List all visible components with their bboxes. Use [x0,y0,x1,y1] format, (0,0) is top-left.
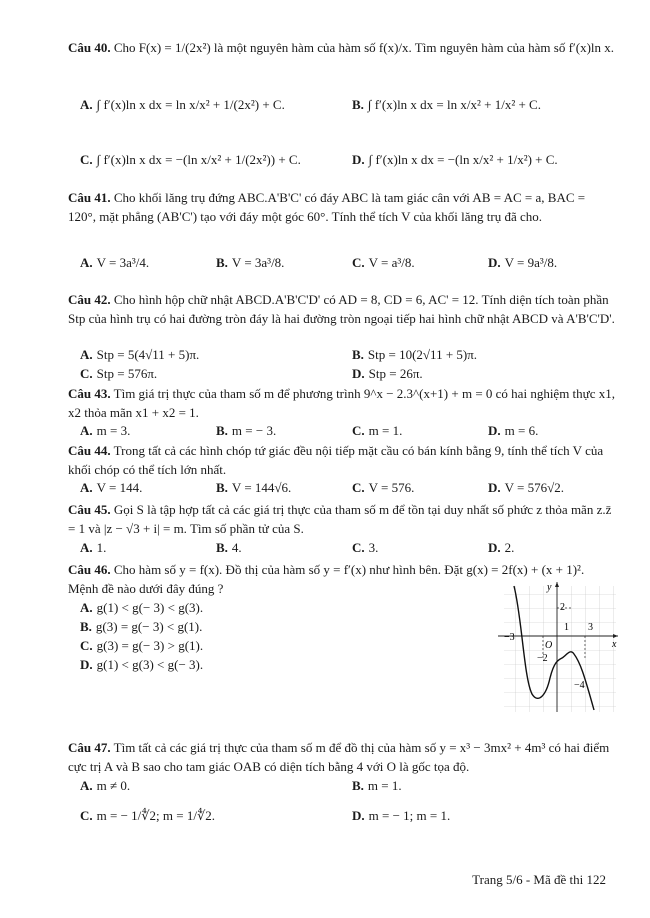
q47-option-b[interactable]: B. m = 1. [352,778,402,793]
q45-option-a[interactable]: A. 1. [80,540,107,555]
q43-option-a[interactable]: A. m = 3. [80,423,131,438]
q44-option-d[interactable]: D. V = 576√2. [488,480,565,495]
q44-option-b[interactable]: B. V = 144√6. [216,480,292,495]
q42-option-b[interactable]: B. Stp = 10(2√11 + 5)π. [352,347,478,362]
q45-option-c[interactable]: C. 3. [352,540,379,555]
q47-option-c[interactable]: C. m = − 1/∜2; m = 1/∜2. [80,808,216,823]
question-label: Câu 40. [68,40,111,55]
q46-option-c[interactable]: C. g(3) = g(− 3) > g(1). [80,638,204,653]
q42-option-d[interactable]: D. Stp = 26π. [352,366,423,381]
q43-option-b[interactable]: B. m = − 3. [216,423,277,438]
question-text: Cho F(x) = 1/(2x²) là một nguyên hàm của hàm số f(x)/x. Tìm nguyên hàm của hàm số f′(x)ln x. [110,40,615,55]
q41-option-c[interactable]: C. V = a³/8. [352,255,415,270]
question-45: Câu 45. Gọi S là tập hợp tất cả các giá trị thực của tham số m để tồn tại duy nhất số phức z thỏa mãn z.z̄ = 1 và |z − √3 + i| = m. Tìm số phần tử của S. [68,502,612,536]
q45-option-b[interactable]: B. 4. [216,540,242,555]
q46-option-d[interactable]: D. g(1) < g(3) < g(− 3). [80,657,204,672]
q46-option-a[interactable]: A. g(1) < g(− 3) < g(3). [80,600,204,615]
graph-tick-1: 1 [564,622,569,633]
q42-option-a[interactable]: A. Stp = 5(4√11 + 5)π. [80,347,200,362]
q43-option-c[interactable]: C. m = 1. [352,423,403,438]
q46-option-b[interactable]: B. g(3) = g(− 3) < g(1). [80,619,203,634]
graph-label-y: y [547,582,552,593]
q41-option-a[interactable]: A. V = 3a³/4. [80,255,150,270]
q47-option-d[interactable]: D. m = − 1; m = 1. [352,808,451,823]
question-42: Câu 42. Cho hình hộp chữ nhật ABCD.A'B'C'D' có AD = 8, CD = 6, AC' = 12. Tính diện tích toàn phần Stp của hình trụ có hai đường tròn đáy là hai đường tròn ngoại tiếp hai hình chữ nhật ABCD và A'B'C'D'. [68,292,615,326]
question-41: Câu 41. Cho khối lăng trụ đứng ABC.A'B'C' có đáy ABC là tam giác cân với AB = AC = a, BAC = 120°, mặt phẳng (AB'C') tạo với đáy một góc 60°. Tính thể tích V của khối lăng trụ đã cho. [68,190,586,224]
question-47: Câu 47. Tìm tất cả các giá trị thực của tham số m để đồ thị của hàm số y = x³ − 3mx² + 4m³ có hai điểm cực trị A và B sao cho tam giác OAB có diện tích bằng 4 với O là gốc tọa độ. [68,740,610,774]
q40-option-c[interactable]: C. ∫ f′(x)ln x dx = −(ln x/x² + 1/(2x²)) + C. [80,152,301,167]
graph-tick-m3: −3 [504,632,515,643]
graph-tick-m2: −2 [537,653,548,664]
q42-option-c[interactable]: C. Stp = 576π. [80,366,158,381]
q47-option-a[interactable]: A. m ≠ 0. [80,778,131,793]
q41-option-b[interactable]: B. V = 3a³/8. [216,255,285,270]
q43-option-d[interactable]: D. m = 6. [488,423,539,438]
fprime-graph [494,578,622,716]
question-46: Câu 46. Cho hàm số y = f(x). Đồ thị của hàm số y = f′(x) như hình bên. Đặt g(x) = 2f(x) + (x + 1)². Mệnh đề nào dưới đây đúng ? [68,562,585,596]
q40-option-b[interactable]: B. ∫ f′(x)ln x dx = ln x/x² + 1/x² + C. [352,97,541,112]
graph-label-x: x [612,639,617,650]
question-43: Câu 43. Tìm giá trị thực của tham số m để phương trình 9^x − 2.3^(x+1) + m = 0 có hai nghiệm thực x1, x2 thỏa mãn x1 + x2 = 1. [68,386,615,420]
graph-tick-2: 2 [560,602,565,613]
q45-option-d[interactable]: D. 2. [488,540,515,555]
question-44: Câu 44. Trong tất cả các hình chóp tứ giác đều nội tiếp mặt cầu có bán kính bằng 9, tính thể tích V của khối chóp có thể tích lớn nhất. [68,443,604,477]
page-footer: Trang 5/6 - Mã đề thi 122 [472,872,606,887]
question-40 [68,38,616,57]
graph-tick-3: 3 [588,622,593,633]
graph-label-o: O [545,640,553,651]
q40-option-a[interactable]: A. ∫ f′(x)ln x dx = ln x/x² + 1/(2x²) + C. [80,97,285,112]
q40-option-d[interactable]: D. ∫ f′(x)ln x dx = −(ln x/x² + 1/x²) + C. [352,152,558,167]
q41-option-d[interactable]: D. V = 9a³/8. [488,255,558,270]
q44-option-a[interactable]: A. V = 144. [80,480,143,495]
graph-tick-m4: −4 [574,680,585,691]
q44-option-c[interactable]: C. V = 576. [352,480,415,495]
